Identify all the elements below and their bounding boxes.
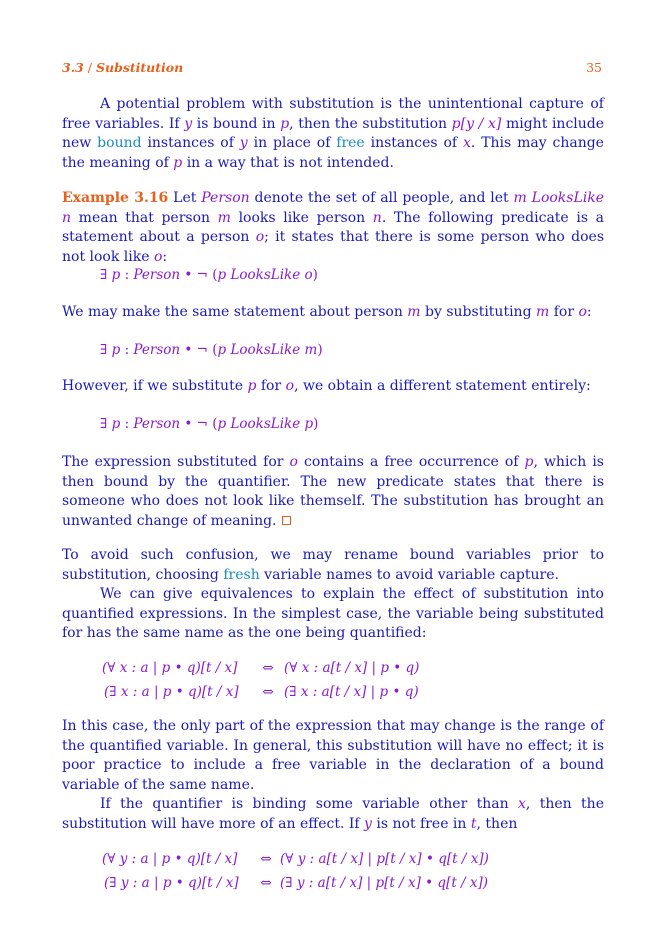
glossary-term-bound: bound — [97, 135, 142, 151]
text: mean that person — [71, 209, 218, 226]
iff-symbol: ⇔ — [262, 660, 274, 676]
variable: n — [372, 209, 382, 226]
paragraph-variable-capture — [62, 95, 604, 173]
substitution-expression: p[y / x] — [451, 115, 502, 132]
math-text: p — [111, 342, 121, 358]
section-title: Substitution — [95, 60, 184, 75]
math-text: ) — [312, 267, 318, 283]
iff-symbol: ⇔ — [262, 684, 274, 700]
text: variable names to avoid variable capture. — [259, 566, 559, 583]
paragraph-other-variable — [62, 795, 604, 834]
text: in a way that is not intended. — [182, 154, 394, 171]
text: looks like person — [230, 209, 373, 226]
variable: p — [280, 115, 290, 132]
math-text: • ¬ ( — [180, 342, 218, 358]
math-text: : — [120, 267, 134, 283]
formula-looks-like-o — [100, 266, 318, 285]
variable: o — [255, 229, 265, 245]
text: contains a free occurrence of — [297, 454, 525, 470]
text: , then the substitution will have more of an effect. If — [62, 796, 604, 832]
glossary-term-fresh: fresh — [223, 566, 260, 583]
math-text: • ¬ ( — [180, 267, 218, 283]
math-text: p LooksLike p — [217, 416, 314, 432]
variable: o — [153, 248, 163, 265]
text: instances of — [141, 135, 240, 151]
equation-rhs: (∃ y : a[t / x] | p[t / x] • q[t / x]) — [280, 875, 489, 891]
variable: o — [289, 454, 298, 470]
text: is not free in — [371, 815, 471, 832]
text: However, if we substitute — [62, 378, 248, 394]
equation-lhs: (∃ x : a | p • q)[t / x] — [104, 684, 239, 700]
math-text: ) — [313, 416, 319, 432]
variable: p — [247, 378, 257, 394]
document-page — [62, 0, 604, 952]
math-text: : — [120, 416, 134, 432]
variable: p — [524, 454, 534, 470]
paragraph-fresh-variables — [62, 546, 604, 644]
example-paragraph — [62, 189, 604, 267]
equation-rhs: (∀ y : a[t / x] | p[t / x] • q[t / x]) — [280, 851, 489, 867]
text: . This may change the meaning of — [62, 135, 604, 171]
math-text: ) — [317, 342, 323, 358]
variable: y — [364, 815, 372, 832]
math-text: p — [111, 267, 121, 283]
text: If the quantifier is binding some variable other than — [100, 796, 519, 812]
variable: m — [535, 304, 550, 320]
equivalence-exists-same-var — [104, 683, 419, 702]
equivalence-forall-same-var — [102, 659, 419, 678]
text: , we obtain a different statement entirely: — [294, 378, 591, 394]
math-text: ∃ — [100, 267, 112, 283]
paragraph-substitute-m — [62, 303, 604, 323]
equivalence-exists-other-var — [104, 874, 488, 893]
text: We can give equivalences to explain the effect of substitution into quantified expressions. In the simplest case, the variable being substituted for has the same name as the one being quantified: — [62, 586, 604, 641]
equation-rhs: (∃ x : a[t / x] | p • q) — [284, 684, 419, 700]
text: for — [256, 378, 286, 394]
relation-expression: m LooksLike n — [62, 190, 605, 226]
math-text: : — [120, 342, 134, 358]
running-header — [62, 60, 604, 76]
math-text: Person — [133, 342, 181, 358]
text: We may make the same statement about person — [62, 304, 408, 320]
iff-symbol: ⇔ — [260, 851, 272, 867]
equation-lhs: (∀ y : a | p • q)[t / x] — [102, 851, 238, 867]
text: instances of — [364, 135, 463, 151]
text: : — [162, 248, 168, 265]
text: denote the set of all people, and let — [249, 190, 514, 206]
paragraph-range-change — [62, 717, 604, 834]
section-number: 3.3 — [62, 60, 84, 75]
text: The expression substituted for — [62, 454, 290, 470]
variable: m — [407, 304, 421, 320]
paragraph-equivalences — [62, 585, 604, 644]
text: by substituting — [420, 304, 536, 320]
iff-symbol: ⇔ — [260, 875, 272, 891]
text: : — [586, 304, 592, 320]
variable: m — [217, 209, 231, 226]
equation-rhs: (∀ x : a[t / x] | p • q) — [284, 660, 420, 676]
variable: o — [285, 378, 295, 394]
text: might include new — [62, 115, 605, 151]
variable: p — [173, 154, 183, 171]
math-text: p LooksLike m — [217, 342, 318, 358]
text: is bound in — [192, 115, 281, 132]
text: . The following predicate is a statement about a person — [62, 209, 604, 245]
text: , then the substitution — [289, 115, 452, 132]
math-text: Person — [133, 267, 181, 283]
variable: y — [184, 115, 193, 132]
text: , which is then bound by the quantifier. The new predicate states that there is someone who does not look like themself. The substitution has brought an unwanted change of meaning. — [62, 454, 604, 529]
formula-looks-like-m — [100, 341, 323, 360]
text: Let — [168, 190, 202, 206]
set-name: Person — [201, 190, 250, 206]
math-text: ∃ — [100, 342, 112, 358]
header-separator: / — [87, 60, 92, 75]
variable: o — [578, 304, 587, 320]
paragraph-substitute-p — [62, 377, 604, 397]
paragraph-free-occurrence — [62, 453, 604, 531]
text: , then — [476, 815, 518, 832]
equivalence-forall-other-var — [102, 850, 489, 869]
equation-lhs: (∀ x : a | p • q)[t / x] — [102, 660, 238, 676]
text: for — [549, 304, 579, 320]
math-text: • ¬ ( — [180, 416, 218, 432]
text: ; it states that there is some person who does not look like — [62, 229, 605, 265]
end-of-example-box-icon — [282, 516, 291, 525]
variable: x — [462, 135, 471, 151]
math-text: ∃ — [100, 416, 112, 432]
equation-lhs: (∃ y : a | p • q)[t / x] — [104, 875, 239, 891]
math-text: Person — [133, 416, 181, 432]
glossary-term-free: free — [336, 135, 365, 151]
text: In this case, the only part of the expression that may change is the range of the quantified variable. In general, this substitution will have no effect; it is poor practice to include a free variable in the declaration of a bound variable of the same name. — [62, 718, 604, 793]
text: To avoid such confusion, we may rename bound variables prior to substitution, choosing — [62, 547, 604, 583]
formula-looks-like-p — [100, 415, 318, 434]
page-number: 35 — [586, 60, 602, 75]
variable: y — [239, 135, 248, 151]
math-text: p LooksLike o — [217, 267, 313, 283]
variable: t — [470, 815, 477, 832]
math-text: p — [111, 416, 121, 432]
text: in place of — [247, 135, 337, 151]
text: A potential problem with substitution is the unintentional capture of free variables. If — [62, 96, 604, 132]
variable: x — [518, 796, 526, 812]
example-label: Example 3.16 — [62, 190, 169, 206]
